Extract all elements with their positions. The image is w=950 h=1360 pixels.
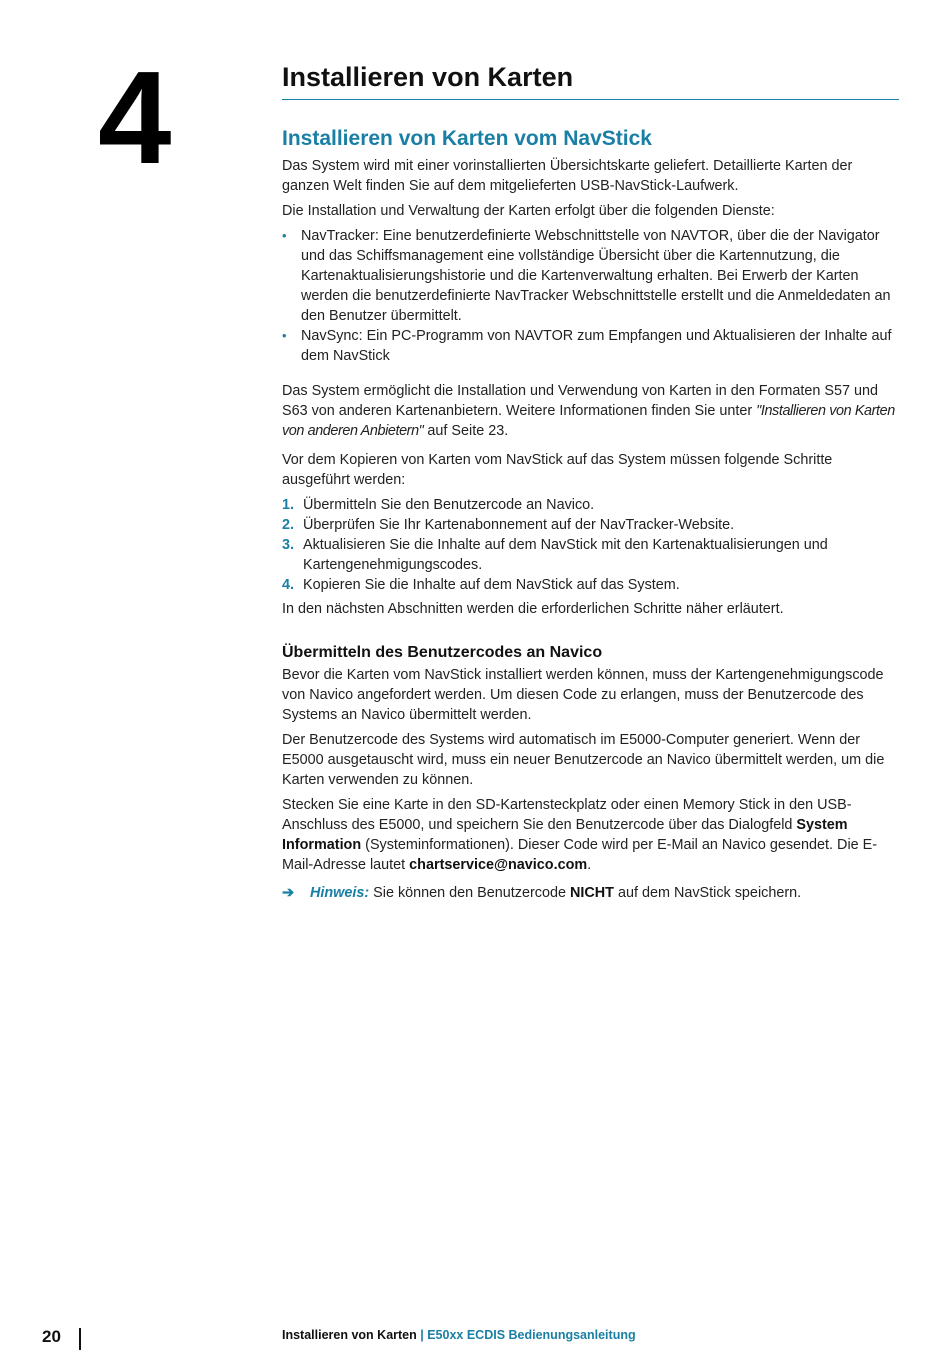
footer-section-name: Installieren von Karten <box>282 1328 417 1342</box>
list-item-text: NavSync: Ein PC-Programm von NAVTOR zum Empfangen und Aktualisieren der Inhalte auf dem NavStick <box>301 328 892 364</box>
section-intro <box>282 156 899 366</box>
list-item <box>282 515 899 535</box>
list-item <box>282 535 899 575</box>
arrow-right-icon: ➔ <box>282 885 295 901</box>
subsection-title: Übermitteln des Benutzercodes an Navico <box>282 644 603 661</box>
step-text: Übermitteln Sie den Benutzercode an Navico. <box>303 497 595 513</box>
bullet-icon: • <box>282 328 287 343</box>
note-text-end: auf dem NavStick speichern. <box>613 885 802 901</box>
email-address: chartservice@navico.com <box>409 857 588 873</box>
subsection-block <box>282 643 899 908</box>
subsection-paragraph-2: Der Benutzercode des Systems wird automatisch im E5000-Computer generiert. Wenn der E5000 ausgetauscht wird, muss ein neuer Benutzercode an Navico übermittelt werden, um die Karten verwenden zu können. <box>282 732 885 788</box>
step-number: 1. <box>282 497 295 513</box>
chapter-title: Installieren von Karten <box>282 62 899 100</box>
paragraph-text: Stecken Sie eine Karte in den SD-Kartensteckplatz oder einen Memory Stick in den USB-Anschluss des E5000, und speichern Sie den Benutzercode über das Dialogfeld <box>282 797 852 833</box>
dialog-name: System Information <box>282 817 848 853</box>
step-text: Kopieren Sie die Inhalte auf dem NavStick auf das System. <box>303 577 680 593</box>
section-title: Installieren von Karten vom NavStick <box>282 127 652 150</box>
formats-text: Das System ermöglicht die Installation und Verwendung von Karten in den Formaten S57 und S63 von anderen Kartenanbietern. Weitere Informationen finden Sie unter <box>282 383 878 419</box>
step-number: 4. <box>282 577 295 593</box>
paragraph-text: (Systeminformationen). Dieser Code wird per E-Mail an Navico gesendet. Die E-Mail-Adresse lautet <box>282 837 878 873</box>
footer-separator: | <box>416 1328 428 1342</box>
page-number: 20 <box>42 1327 61 1346</box>
list-item <box>282 575 899 595</box>
chapter-number: 4 <box>98 44 172 191</box>
subsection-paragraph-1: Bevor die Karten vom NavStick installiert werden können, muss der Kartengenehmigungscode von Navico angefordert werden. Um diesen Code zu erlangen, muss der Benutzercode des Systems an Navico übermittelt werden. <box>282 667 884 723</box>
step-text: Aktualisieren Sie die Inhalte auf dem NavStick mit den Kartenaktualisierungen und Kartengenehmigungscodes. <box>303 537 828 573</box>
subsection-paragraph-3 <box>282 795 899 875</box>
list-item <box>282 226 899 326</box>
list-item <box>282 326 899 366</box>
step-text: Überprüfen Sie Ihr Kartenabonnement auf der NavTracker-Website. <box>303 517 735 533</box>
step-number: 2. <box>282 517 295 533</box>
steps-outro: In den nächsten Abschnitten werden die erforderlichen Schritte näher erläutert. <box>282 601 784 617</box>
list-item <box>282 495 899 515</box>
note-text: Sie können den Benutzercode <box>369 885 570 901</box>
steps-block <box>282 450 899 624</box>
cross-reference-link[interactable]: "Installieren von Karten von anderen Anbietern" <box>282 403 895 439</box>
intro-paragraph-2: Die Installation und Verwaltung der Karten erfolgt über die folgenden Dienste: <box>282 203 775 219</box>
note <box>282 883 899 903</box>
note-emphasis: NICHT <box>570 885 614 901</box>
paragraph-text: . <box>587 857 592 873</box>
footer <box>282 1328 636 1342</box>
list-item-text: NavTracker: Eine benutzerdefinierte Webschnittstelle von NAVTOR, über die der Navigator und das Schiffsmanagement eine vollständige Übersicht über die Kartennutzung, die Kartenaktualisierungshistorie und die Kartenverwaltung erhalten. Bei Erwerb der Karten werden die benutzerdefinierte NavTracker Webschnittstelle erstellt und die Anmeldedaten an den Benutzer übermittelt. <box>301 228 891 324</box>
footer-divider <box>79 1328 81 1350</box>
formats-paragraph <box>282 381 899 441</box>
step-number: 3. <box>282 537 295 553</box>
steps-list <box>282 495 899 595</box>
formats-text-end: auf Seite 23. <box>423 423 509 439</box>
bullet-icon: • <box>282 228 287 243</box>
intro-paragraph-1: Das System wird mit einer vorinstallierten Übersichtskarte geliefert. Detaillierte Karten der ganzen Welt finden Sie auf dem mitgelieferten USB-NavStick-Laufwerk. <box>282 158 853 194</box>
formats-block <box>282 381 899 446</box>
footer-document-name: E50xx ECDIS Bedienungsanleitung <box>427 1328 636 1342</box>
note-label: Hinweis: <box>310 885 370 901</box>
services-list <box>282 226 899 366</box>
steps-intro: Vor dem Kopieren von Karten vom NavStick auf das System müssen folgende Schritte ausgeführt werden: <box>282 452 833 488</box>
